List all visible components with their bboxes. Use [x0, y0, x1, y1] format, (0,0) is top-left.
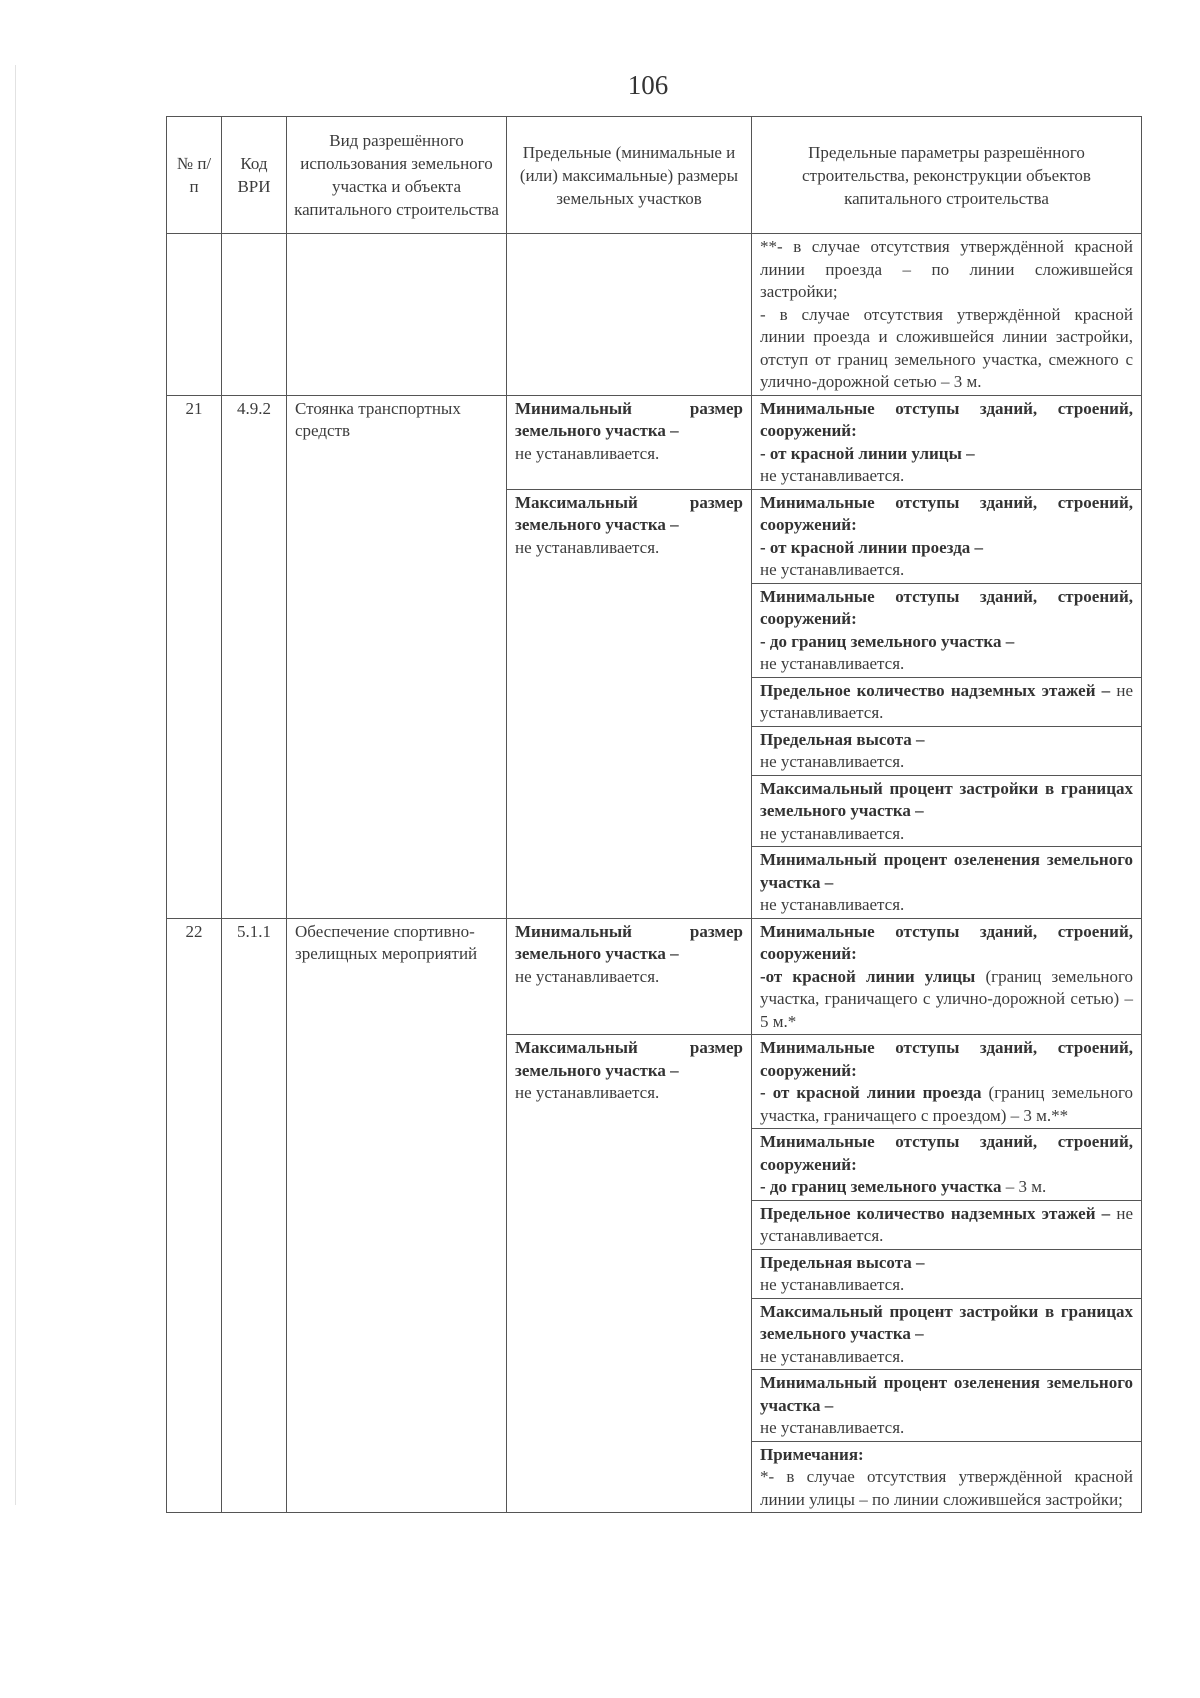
- row22-p6-label: Максимальный процент застройки в границах земельного участка –: [760, 1301, 1133, 1343]
- row22-p7-value: не устанавливается.: [760, 1418, 905, 1437]
- row21-param-7: [752, 847, 1142, 919]
- row22-p3-label2: - до границ земельного участка: [760, 1177, 1002, 1196]
- page-number: 106: [627, 70, 669, 100]
- table-row-continuation: [167, 234, 1142, 396]
- row21-p2-value: не устанавливается.: [760, 560, 905, 579]
- table-row-21: [167, 395, 1142, 489]
- row21-param-6: [752, 775, 1142, 847]
- row21-kind: Стоянка транспортных средств: [287, 395, 507, 918]
- row21-param-2: [752, 489, 1142, 583]
- row22-param-3: [752, 1129, 1142, 1201]
- row22-p2-label: Минимальные отступы зданий, строений, сооружений:: [760, 1038, 1133, 1080]
- row22-p1-label2: -от красной линии улицы: [760, 966, 976, 986]
- header-num: № п/п: [167, 117, 222, 234]
- row21-num: 21: [167, 395, 222, 918]
- row21-max-size: [507, 489, 752, 918]
- row22-param-4: [752, 1200, 1142, 1249]
- cont-code: [222, 234, 287, 396]
- row22-code: 5.1.1: [222, 918, 287, 1513]
- row21-p1-label2: - от красной линии улицы –: [760, 443, 975, 463]
- header-params: Предельные параметры разрешённого строительства, реконструкции объектов капитального строительства: [752, 117, 1142, 234]
- row22-max-size-label: Максимальный размер земельного участка –: [515, 1038, 743, 1080]
- row22-max-size: [507, 1035, 752, 1513]
- note-star2: **- в случае отсутствия утверждённой красной линии проезда – по линии сложившейся застройки;: [760, 237, 1133, 301]
- row21-p6-label: Максимальный процент застройки в границах земельного участка –: [760, 778, 1133, 820]
- row21-p1-value: не устанавливается.: [760, 466, 905, 485]
- row22-p3-value: – 3 м.: [1001, 1177, 1047, 1196]
- header-size: Предельные (минимальные и (или) максимальные) размеры земельных участков: [507, 117, 752, 234]
- row21-p3-label2: - до границ земельного участка –: [760, 631, 1015, 651]
- row22-param-6: [752, 1298, 1142, 1370]
- row21-p6-value: не устанавливается.: [760, 823, 905, 843]
- row22-p5-label: Предельная высота –: [760, 1252, 925, 1272]
- row22-p2-label2: - от красной линии проезда: [760, 1083, 982, 1102]
- row22-p2-value: (границ земельного участка, граничащего с проездом) – 3 м.**: [760, 1083, 1134, 1125]
- row22-notes-label: Примечания:: [760, 1444, 864, 1464]
- row22-kind: Обеспечение спортивно-зрелищных мероприятий: [287, 918, 507, 1513]
- row21-p7-value: не устанавливается.: [760, 895, 905, 914]
- table-row-22: [167, 918, 1142, 1035]
- row22-p4-value: не устанавливается.: [760, 1203, 1133, 1245]
- row21-p4-value: не устанавливается.: [760, 680, 1133, 722]
- row21-code: 4.9.2: [222, 395, 287, 918]
- row22-num: 22: [167, 918, 222, 1513]
- row22-p4-label: Предельное количество надземных этажей –: [760, 1203, 1111, 1223]
- header-kind: Вид разрешённого использования земельного участка и объекта капитального строительства: [287, 117, 507, 234]
- row21-p4-label: Предельное количество надземных этажей –: [760, 680, 1111, 700]
- row22-param-5: [752, 1249, 1142, 1298]
- row21-p2-label2: - от красной линии проезда –: [760, 537, 984, 557]
- row21-p5-label: Предельная высота –: [760, 729, 925, 749]
- row21-min-size-value: не устанавливается.: [515, 443, 660, 463]
- row21-p1-label: Минимальные отступы зданий, строений, сооружений:: [760, 398, 1133, 440]
- row22-notes: [752, 1441, 1142, 1513]
- row22-p7-label: Минимальный процент озеленения земельного участка –: [760, 1373, 1133, 1415]
- row21-p3-label: Минимальные отступы зданий, строений, сооружений:: [760, 586, 1133, 628]
- row22-param-1: [752, 918, 1142, 1035]
- row21-p2-label: Минимальные отступы зданий, строений, сооружений:: [760, 492, 1133, 534]
- row21-max-size-label: Максимальный размер земельного участка –: [515, 492, 743, 534]
- row22-max-size-value: не устанавливается.: [515, 1083, 660, 1102]
- row21-min-size: [507, 395, 752, 489]
- row21-p5-value: не устанавливается.: [760, 752, 905, 771]
- row21-param-4: [752, 677, 1142, 726]
- cont-size: [507, 234, 752, 396]
- row22-notes-text: *- в случае отсутствия утверждённой красной линии улицы – по линии сложившейся застройки;: [760, 1467, 1133, 1509]
- row22-p1-value: (границ земельного участка, граничащего с улично-дорожной сетью) – 5 м.*: [760, 966, 1133, 1031]
- row21-param-1: [752, 395, 1142, 489]
- row21-param-3: [752, 583, 1142, 677]
- row22-min-size-value: не устанавливается.: [515, 966, 660, 986]
- cont-num: [167, 234, 222, 396]
- row22-p5-value: не устанавливается.: [760, 1275, 905, 1294]
- cont-notes: [752, 234, 1142, 396]
- row22-p1-label: Минимальные отступы зданий, строений, сооружений:: [760, 921, 1133, 963]
- row22-min-size-label: Минимальный размер земельного участка –: [515, 921, 743, 963]
- header-code: Код ВРИ: [222, 117, 287, 234]
- row22-p6-value: не устанавливается.: [760, 1346, 905, 1366]
- cont-kind: [287, 234, 507, 396]
- row22-min-size: [507, 918, 752, 1035]
- row21-max-size-value: не устанавливается.: [515, 537, 660, 557]
- regulations-table: [166, 116, 1142, 1513]
- table-header-row: [167, 117, 1142, 234]
- row21-p3-value: не устанавливается.: [760, 654, 905, 673]
- row21-min-size-label: Минимальный размер земельного участка –: [515, 398, 743, 440]
- scan-margin-line: [15, 65, 16, 1505]
- row22-param-2: [752, 1035, 1142, 1129]
- note-dash: - в случае отсутствия утверждённой красной линии проезда и сложившейся линии застройки, отступ от границ земельного участка, смежного с улично-дорожной сетью – 3 м.: [760, 304, 1133, 391]
- row22-p3-label: Минимальные отступы зданий, строений, сооружений:: [760, 1132, 1133, 1174]
- row21-param-5: [752, 726, 1142, 775]
- row22-param-7: [752, 1370, 1142, 1442]
- row21-p7-label: Минимальный процент озеленения земельного участка –: [760, 850, 1133, 892]
